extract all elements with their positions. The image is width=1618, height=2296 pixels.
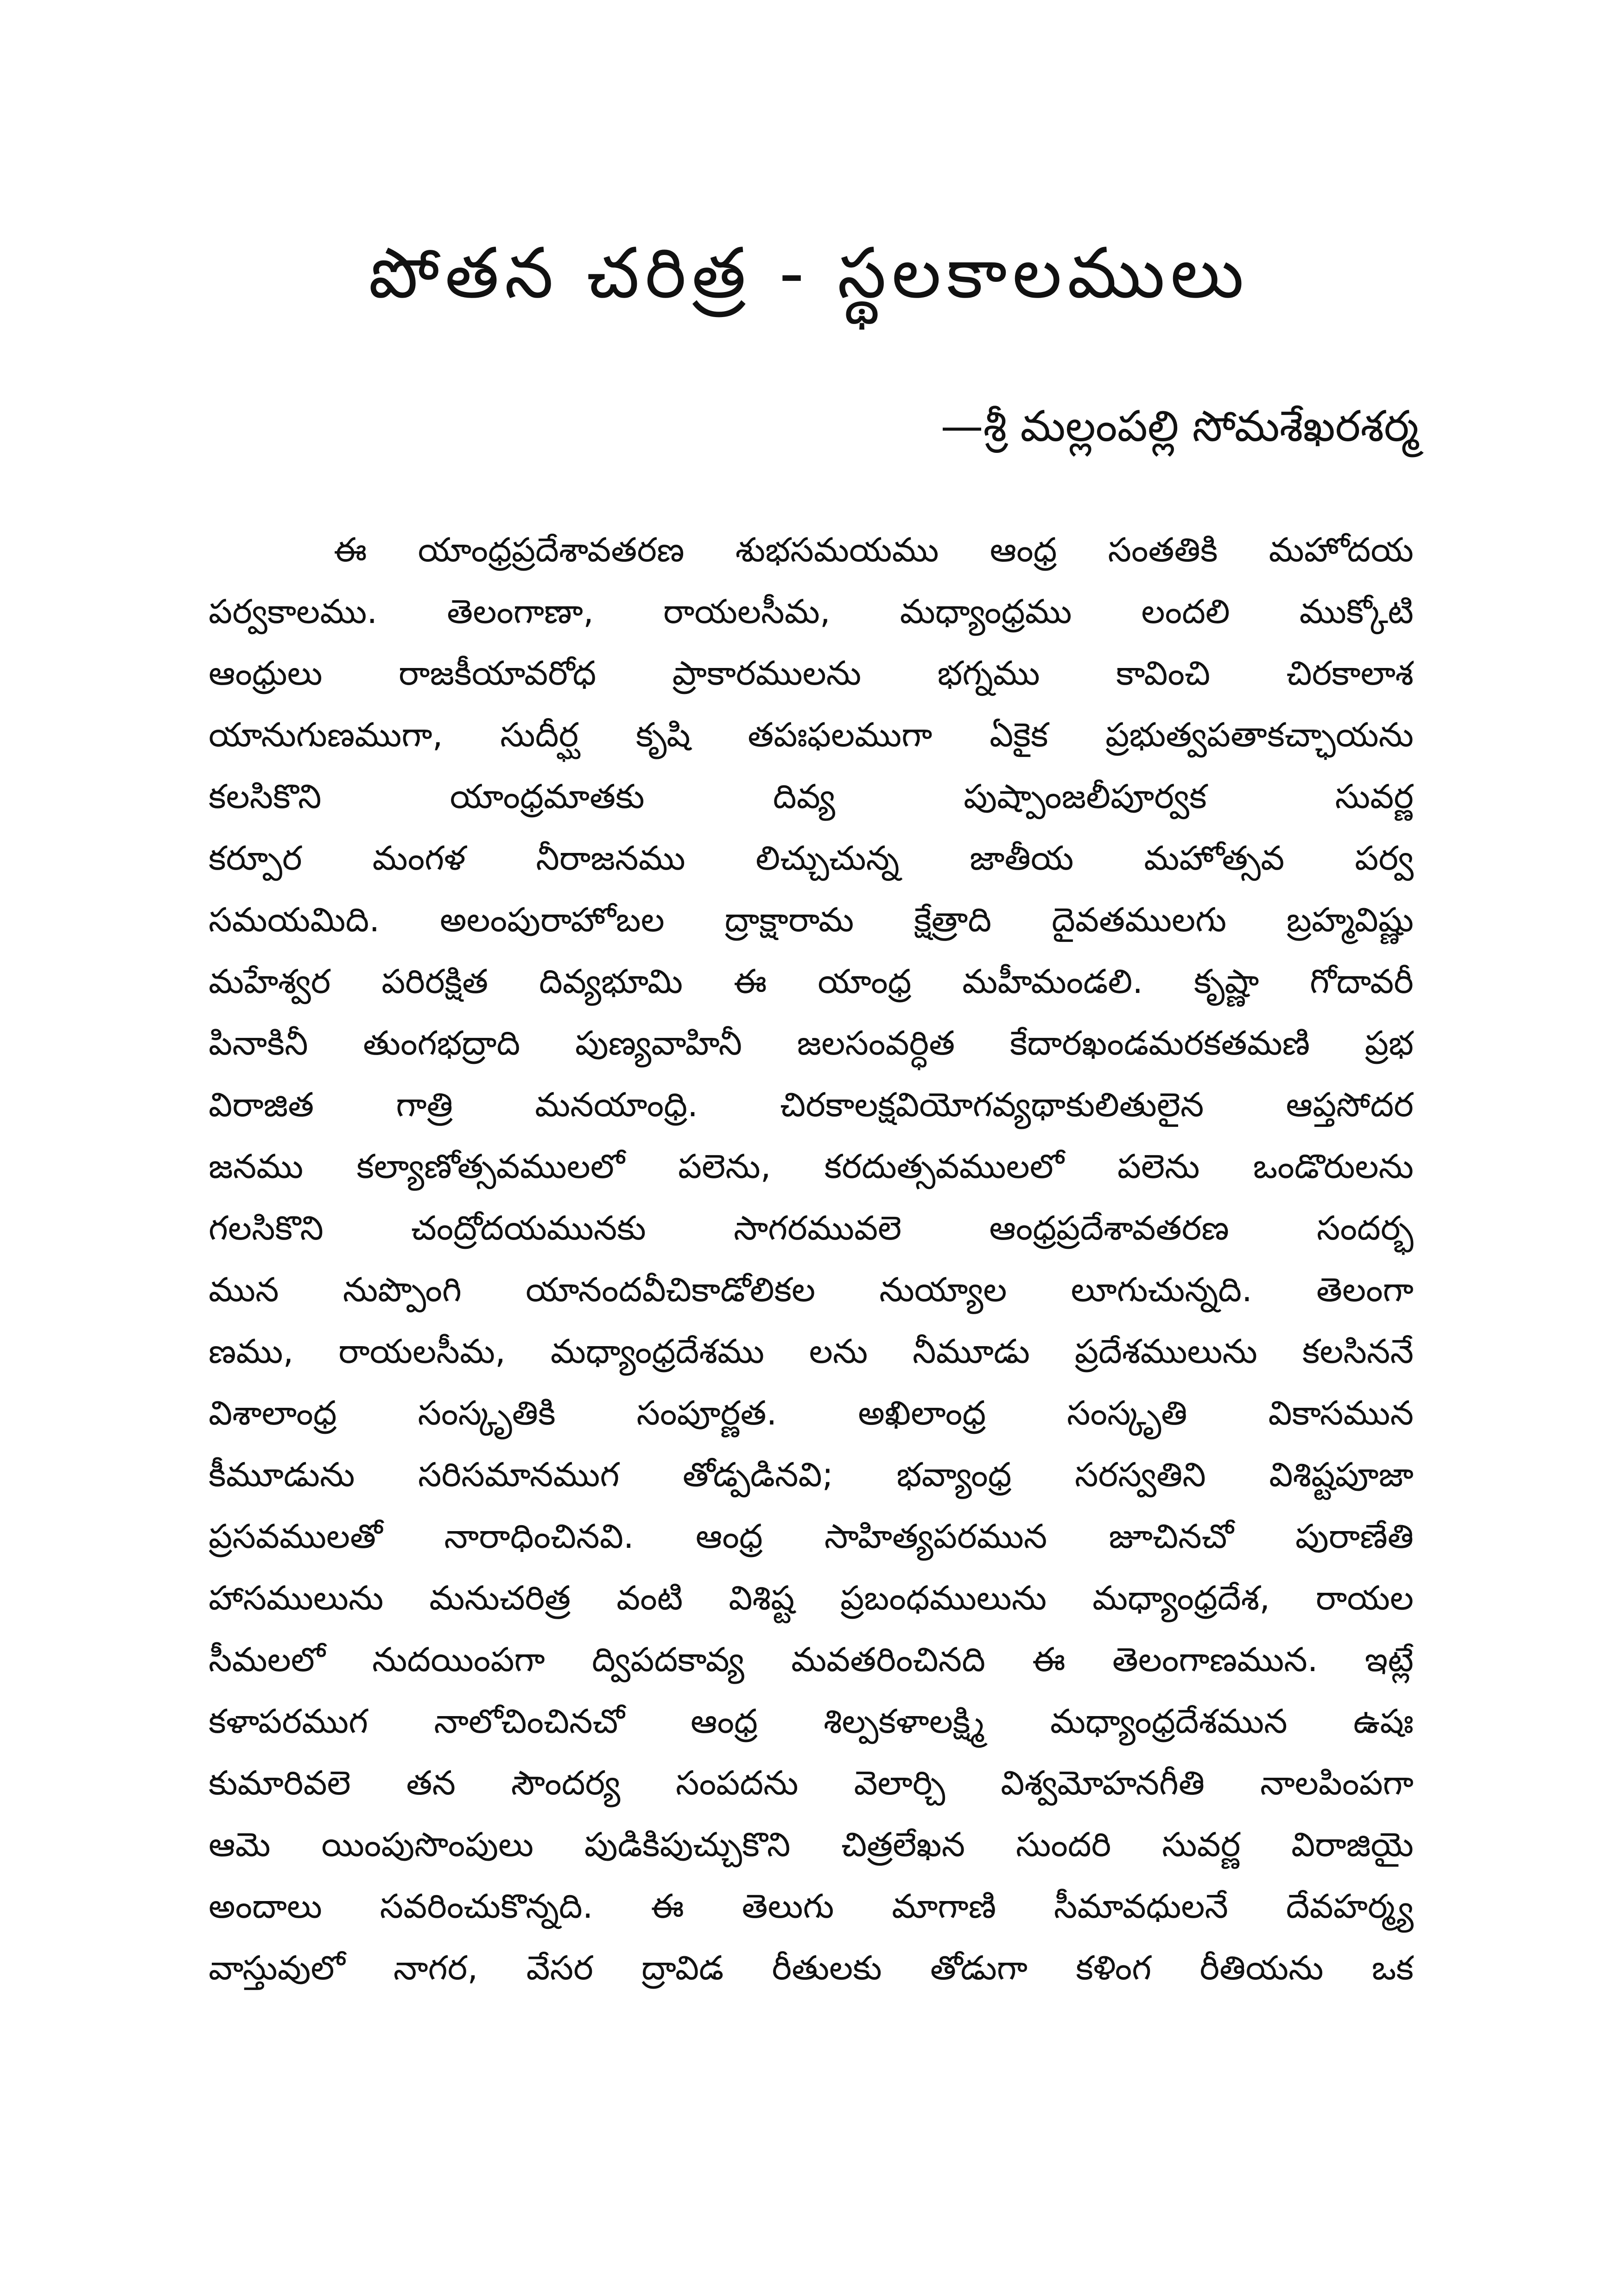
text-line: ప్రసవములతో నారాధించినవి. ఆంధ్ర సాహిత్యపరమున జూచినచో పురాణేతి <box>209 1517 1414 1556</box>
text-line: సమయమిది. అలంపురాహోబల ద్రాక్షారామ క్షేత్రాది దైవతములగు బ్రహ్మవిష్ణు <box>209 900 1414 939</box>
text-line: కుమారివలె తన సౌందర్య సంపదను వెలార్చి విశ్వమోహనగీతి నాలపింపగా <box>209 1763 1414 1802</box>
page-title: పోతన చరిత్ర - స్థలకాలములు <box>368 233 1250 314</box>
text-line: సీమలలో నుదయింపగా ద్విపదకావ్య మవతరించినది ఈ తెలంగాణమున. ఇట్లే <box>209 1640 1414 1679</box>
text-line: మున నుప్పొంగి యానందవీచికాడోలికల నుయ్యాల లూగుచున్నది. తెలంగా <box>209 1270 1414 1309</box>
text-line: కలసికొని యాంధ్రమాతకు దివ్య పుష్పాంజలీపూర్వక సువర్ణ <box>209 777 1414 816</box>
text-line: వాస్తువులో నాగర, వేసర ద్రావిడ రీతులకు తోడుగా కళింగ రీతియను ఒక <box>209 1948 1414 1987</box>
text-line: హాసములును మనుచరిత్ర వంటి విశిష్ట ప్రబంధములును మధ్యాంధ్రదేశ, రాయల <box>209 1578 1414 1617</box>
text-line: పర్వకాలము. తెలంగాణా, రాయలసీమ, మధ్యాంధ్రము లందలి ముక్కోటి <box>209 592 1414 631</box>
text-line: కర్పూర మంగళ నీరాజనము లిచ్చుచున్న జాతీయ మహోత్సవ పర్వ <box>209 839 1414 878</box>
body-text <box>209 519 1414 1999</box>
text-line: గలసికొని చంద్రోదయమునకు సాగరమువలె ఆంధ్రప్రదేశావతరణ సందర్భ <box>209 1208 1414 1247</box>
text-line: జనము కల్యాణోత్సవములలో పలెను, కరదుత్సవములలో పలెను ఒండొరులను <box>209 1147 1414 1186</box>
text-line: ఆంధ్రులు రాజకీయావరోధ ప్రాకారములను భగ్నము కావించి చిరకాలాశ <box>209 654 1414 693</box>
text-line: విశాలాంధ్ర సంస్కృతికి సంపూర్ణత. అఖిలాంధ్ర సంస్కృతి వికాసమున <box>209 1393 1414 1432</box>
text-line: విరాజిత గాత్రి మనయాంధ్రి. చిరకాలక్షవియోగవ్యథాకులితులైన ఆప్తసోదర <box>209 1085 1414 1124</box>
author-byline: —శ్రీ మల్లంపల్లి సోమశేఖరశర్మ <box>940 401 1419 451</box>
text-line: ఈ యాంధ్రప్రదేశావతరణ శుభసమయము ఆంధ్ర సంతతికి మహోదయ <box>334 530 1414 569</box>
text-line: ణము, రాయలసీమ, మధ్యాంధ్రదేశము లను నీమూడు ప్రదేశములును కలసిననే <box>209 1332 1414 1371</box>
text-line: కళాపరముగ నాలోచించినచో ఆంధ్ర శిల్పకళాలక్ష్మి మధ్యాంధ్రదేశమున ఉషః <box>209 1702 1414 1741</box>
text-line: కీమూడును సరిసమానముగ తోడ్పడినవి; భవ్యాంధ్ర సరస్వతిని విశిష్టపూజా <box>209 1455 1414 1494</box>
text-line: మహేశ్వర పరిరక్షిత దివ్యభూమి ఈ యాంధ్ర మహీమండలి. కృష్ణా గోదావరీ <box>209 962 1414 1001</box>
text-line: యానుగుణముగా, సుదీర్ఘ కృషి తపఃఫలముగా ఏకైక ప్రభుత్వపతాకచ్ఛాయను <box>209 715 1414 754</box>
text-line: ఆమె యింపుసొంపులు పుడికిపుచ్చుకొని చిత్రలేఖన సుందరి సువర్ణ విరాజియై <box>209 1825 1414 1864</box>
text-line: పినాకినీ తుంగభద్రాది పుణ్యవాహినీ జలసంవర్ధిత కేదారఖండమరకతమణి ప్రభ <box>209 1024 1414 1062</box>
text-line: అందాలు సవరించుకొన్నది. ఈ తెలుగు మాగాణి సీమావధులనే దేవహర్మ్య <box>209 1887 1414 1926</box>
